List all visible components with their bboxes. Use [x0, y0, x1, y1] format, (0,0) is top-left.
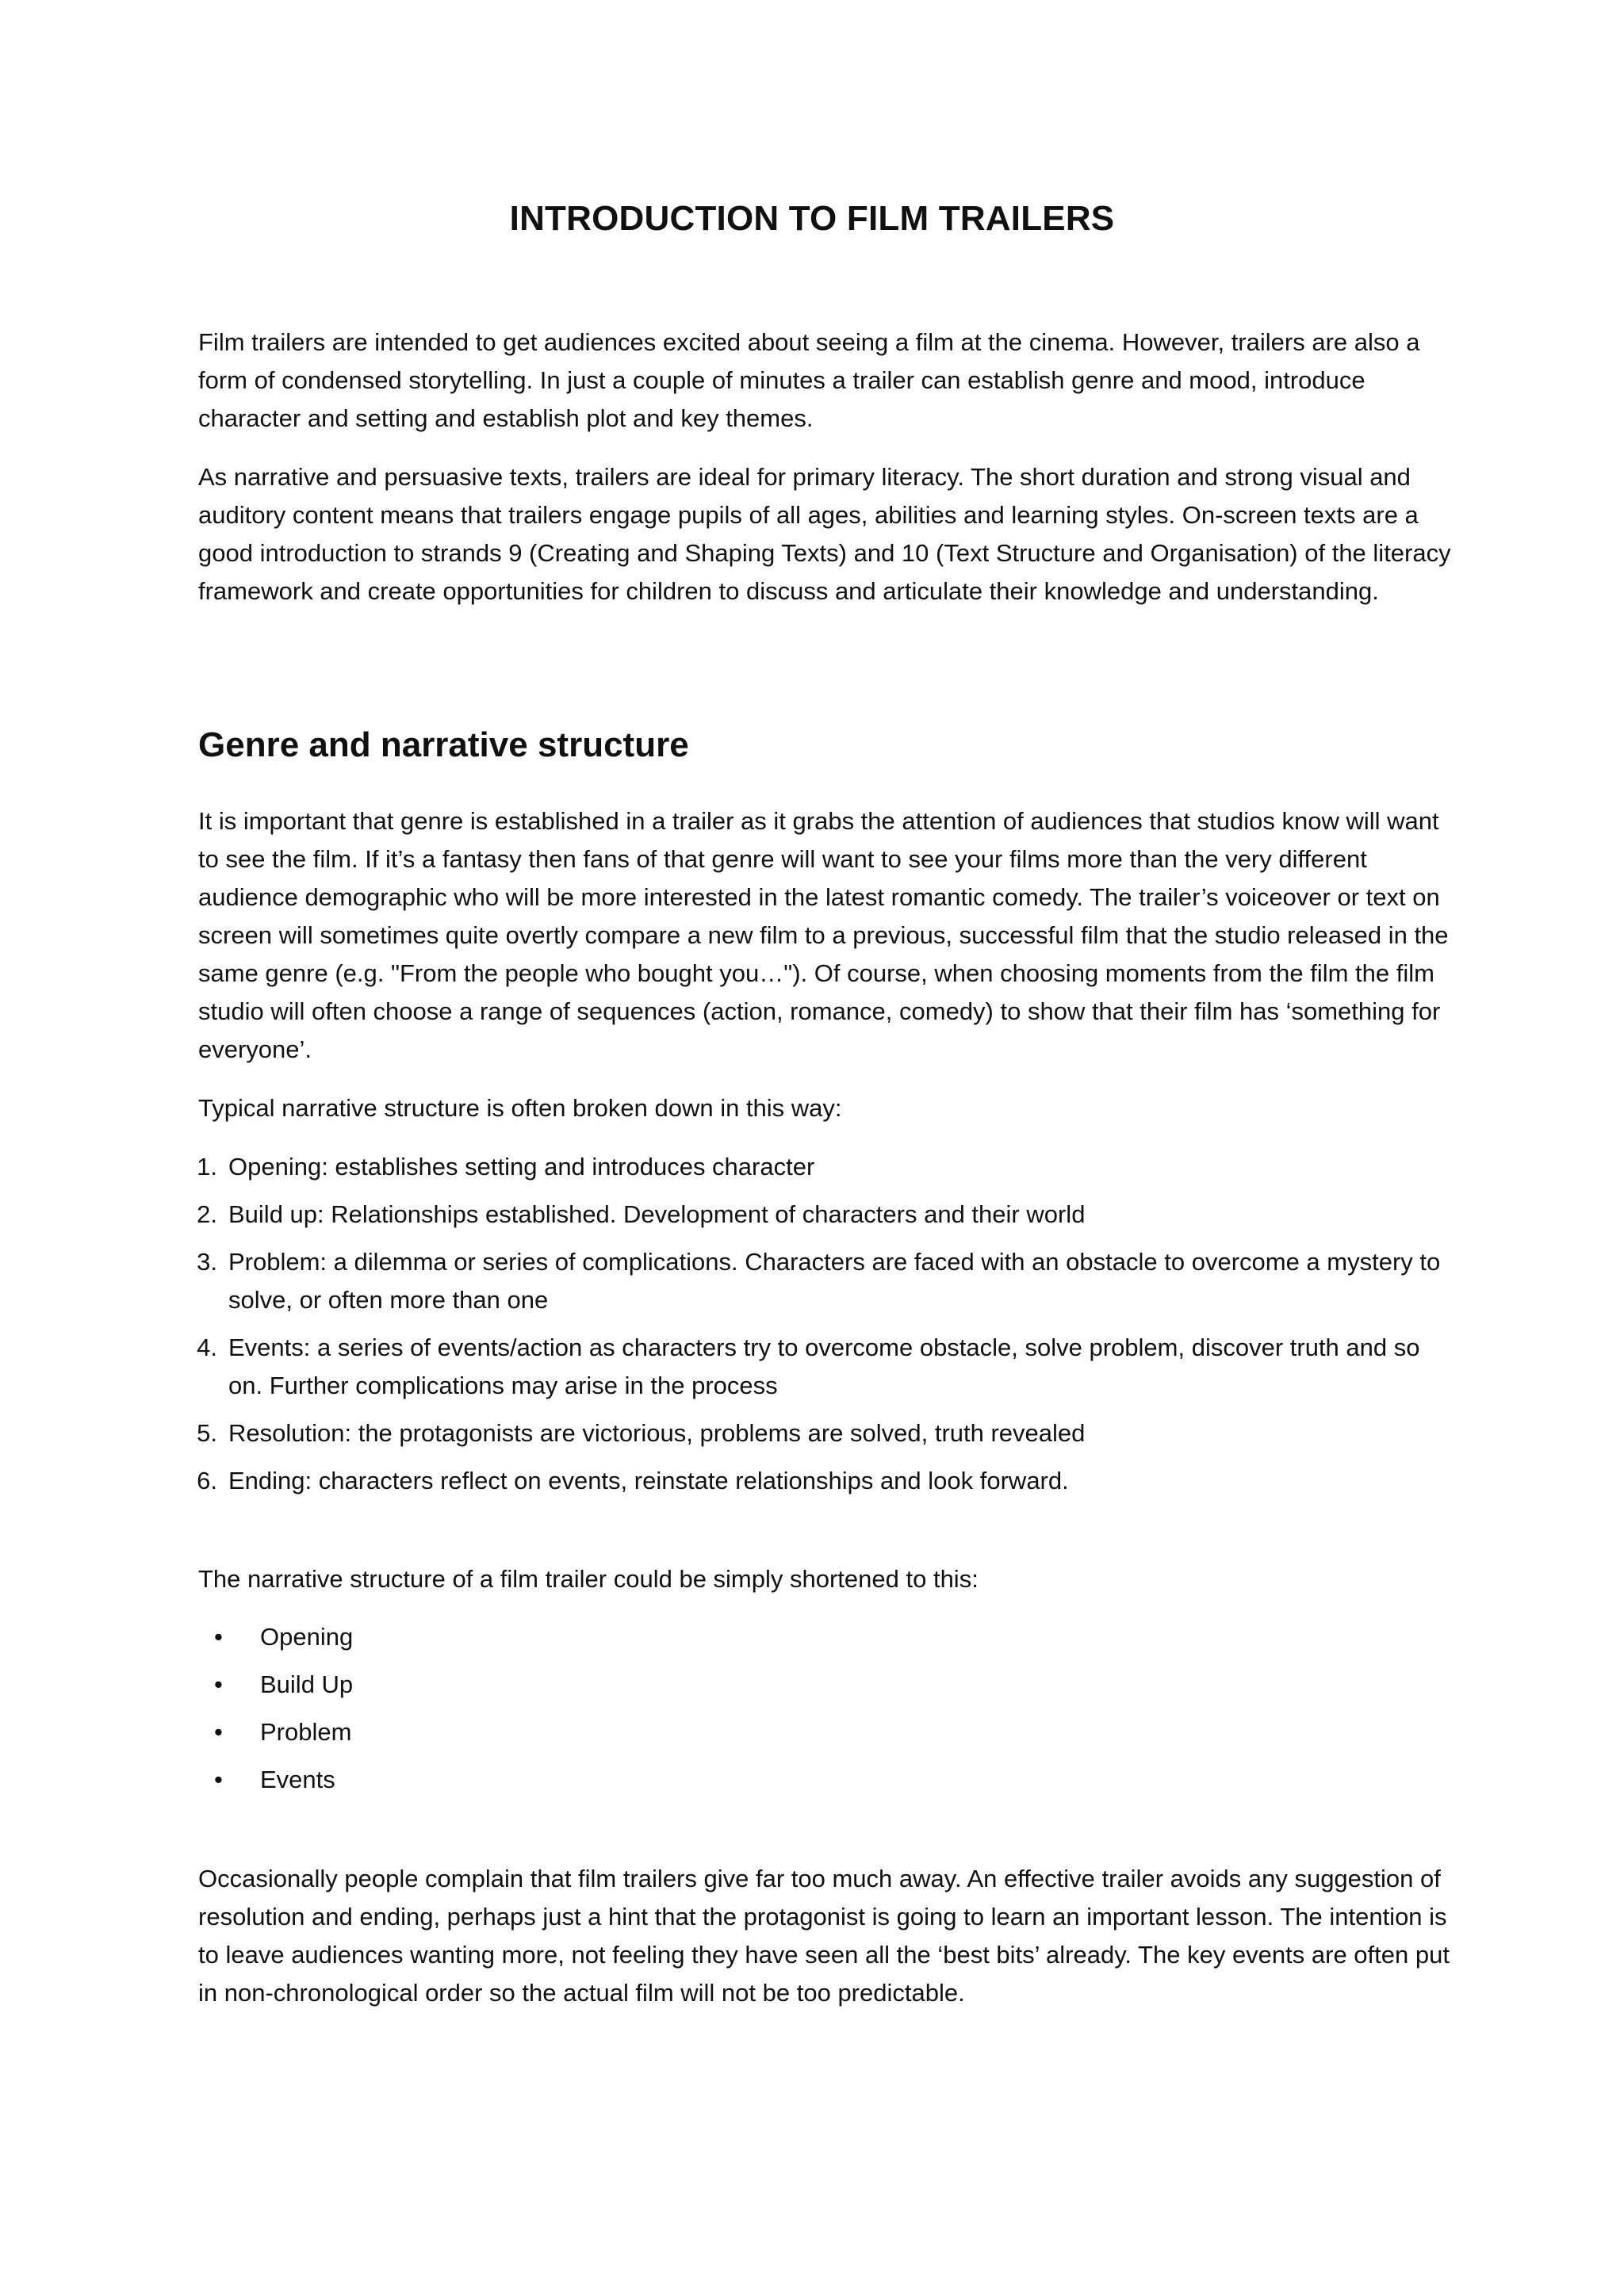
genre-paragraph: It is important that genre is established in a trailer as it grabs the attention of audiences that studios know will want to see the film. If it’s a fantasy then fans of that genre will want to see your films more than the very different audience demographic who will be more interested in the latest romantic comedy. The trailer’s voiceover or text on screen will sometimes quite overtly compare a new film to a previous, successful film that the studio released in the same genre (e.g. "From the people who bought you…"). Of course, when choosing moments from the film the film studio will often choose a range of sequences (action, romance, comedy) to show that their film has ‘something for everyone’.: [198, 807, 1449, 1063]
list-number: 6.: [197, 1467, 217, 1494]
list-item: [198, 1243, 1451, 1319]
list-item-text: Opening: establishes setting and introduces character: [228, 1153, 815, 1181]
bullet-icon: •: [214, 1623, 223, 1651]
bullet-icon: •: [214, 1670, 223, 1698]
shortened-structure-list: [198, 1618, 353, 1808]
list-number: 4.: [197, 1334, 217, 1361]
intro-paragraph-1: Film trailers are intended to get audiences excited about seeing a film at the cinema. However, trailers are also a form of condensed storytelling. In just a couple of minutes a trailer can establish genre and mood, introduce character and setting and establish plot and key themes.: [198, 328, 1420, 432]
list-item-text: Ending: characters reflect on events, reinstate relationships and look forward.: [228, 1467, 1069, 1494]
bullet-item: [198, 1618, 353, 1656]
bullet-item: [198, 1666, 353, 1704]
bullet-text: Events: [260, 1766, 335, 1793]
bullet-icon: •: [214, 1766, 223, 1793]
list-item-text: Build up: Relationships established. Development of characters and their world: [228, 1200, 1086, 1228]
intro-paragraph-2: As narrative and persuasive texts, trailers are ideal for primary literacy. The short duration and strong visual and auditory content means that trailers engage pupils of all ages, abilities and learning styles. On-screen texts are a good introduction to strands 9 (Creating and Shaping Texts) and 10 (Text Structure and Organisation) of the literacy framework and create opportunities for children to discuss and articulate their knowledge and understanding.: [198, 463, 1451, 605]
narrative-steps-list: [198, 1148, 1451, 1510]
closing-paragraph: Occasionally people complain that film trailers give far too much away. An effective trailer avoids any suggestion of resolution and ending, perhaps just a hint that the protagonist is going to learn an important lesson. The intention is to leave audiences wanting more, not feeling they have seen all the ‘best bits’ already. The key events are often put in non-chronological order so the actual film will not be too predictable.: [198, 1865, 1450, 2007]
list-number: 3.: [197, 1248, 217, 1276]
bullet-text: Build Up: [260, 1670, 354, 1698]
section-heading: Genre and narrative structure: [198, 725, 689, 764]
shortened-intro: The narrative structure of a film trailer could be simply shortened to this:: [198, 1565, 979, 1593]
bullet-icon: •: [214, 1718, 223, 1746]
list-item: [198, 1196, 1451, 1234]
list-item-text: Resolution: the protagonists are victorious, problems are solved, truth revealed: [228, 1419, 1086, 1447]
list-item: [198, 1148, 1451, 1186]
bullet-item: [198, 1761, 353, 1799]
list-number: 1.: [197, 1153, 217, 1181]
list-number: 2.: [197, 1200, 217, 1228]
list-item: [198, 1462, 1451, 1500]
list-item-text: Problem: a dilemma or series of complications. Characters are faced with an obstacle to overcome a mystery to solve, or often more than one: [228, 1248, 1441, 1314]
list-number: 5.: [197, 1419, 217, 1447]
bullet-text: Problem: [260, 1718, 352, 1746]
bullet-text: Opening: [260, 1623, 354, 1651]
bullet-item: [198, 1713, 353, 1751]
list-intro: Typical narrative structure is often broken down in this way:: [198, 1094, 842, 1122]
page-title: INTRODUCTION TO FILM TRAILERS: [509, 199, 1115, 238]
list-item-text: Events: a series of events/action as characters try to overcome obstacle, solve problem, discover truth and so on. Further complications may arise in the process: [228, 1334, 1420, 1399]
list-item: [198, 1414, 1451, 1452]
list-item: [198, 1329, 1451, 1405]
